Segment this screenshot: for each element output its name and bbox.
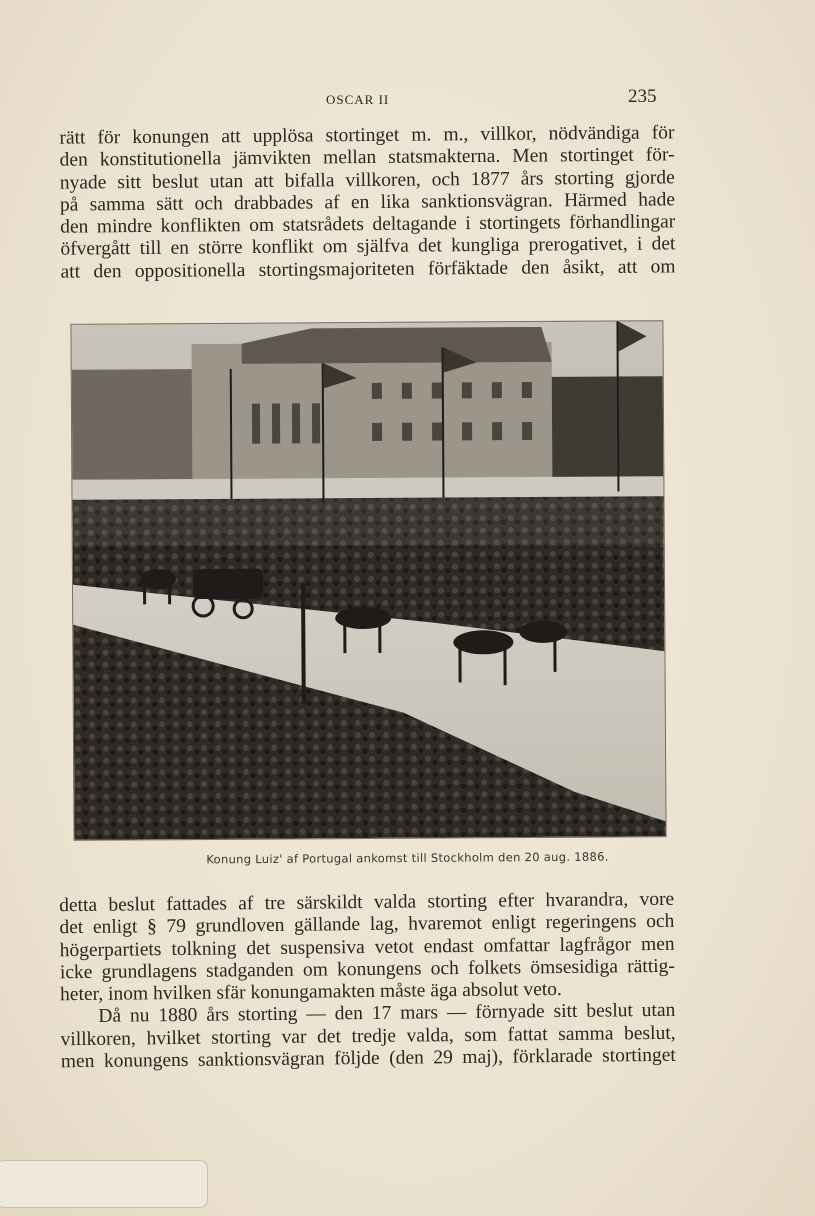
text-line: på samma sätt och drabbades af en lika sanktionsvägran. Härmed hade: [59, 189, 676, 216]
bottom-paragraph-1: [59, 889, 676, 1074]
text-line: rätt för konungen att upplösa stortinget m. m., villkor, nödvändiga för: [59, 122, 675, 149]
text-line: men konungens sanktionsvägran följde (den 29 maj), förklarade stortinget: [60, 1044, 676, 1073]
scanner-page-tab: [0, 1160, 208, 1208]
text-line: högerpartiets tolkning det suspensiva vetot endast omfattar lagfrågor men: [59, 933, 675, 961]
text-line: heter, inom hvilken sfär konungamakten måste äga absolut veto.: [60, 979, 562, 1006]
text-line: den konstitutionella jämvikten mellan statsmakterna. Men stortinget för-: [59, 144, 675, 171]
text-line: detta beslut fattades af tre särskildt valda storting efter hvarandra, vore: [59, 888, 675, 917]
page-number: 235: [628, 86, 657, 107]
figure-photograph: [70, 320, 666, 841]
text-line: öfvergått till en större konflikt om själfva det kungliga prerogativet, i det: [60, 233, 676, 261]
page-header: [0, 86, 815, 112]
text-line: icke grundlagens stadganden om konungens och folkets ömsesidiga rättig-: [59, 955, 675, 984]
text-line: den mindre konflikten om statsrådets deltagande i stortingets förhandlingar: [60, 211, 676, 238]
text-line: Då nu 1880 års storting — den 17 mars — förnyade sitt beslut utan: [98, 1000, 676, 1028]
text-line: villkoren, hvilket storting var det tredje valda, som fattat samma beslut,: [60, 1022, 676, 1050]
top-paragraph: [59, 122, 675, 283]
running-title: OSCAR II: [326, 92, 390, 107]
text-line: det enligt § 79 grundloven gällande lag, hvaremot enligt regeringens och: [59, 911, 675, 939]
procession-photo-illustration: [71, 321, 665, 840]
text-line: att den oppositionella stortingsmajoriteten förfäktade den åsikt, att om: [60, 256, 676, 283]
text-line: nyade sitt beslut utan att bifalla villkoren, och 1877 års storting gjorde: [59, 166, 675, 194]
figure-caption: Konung Luiz' af Portugal ankomst till Stockholm den 20 aug. 1886.: [206, 849, 609, 867]
